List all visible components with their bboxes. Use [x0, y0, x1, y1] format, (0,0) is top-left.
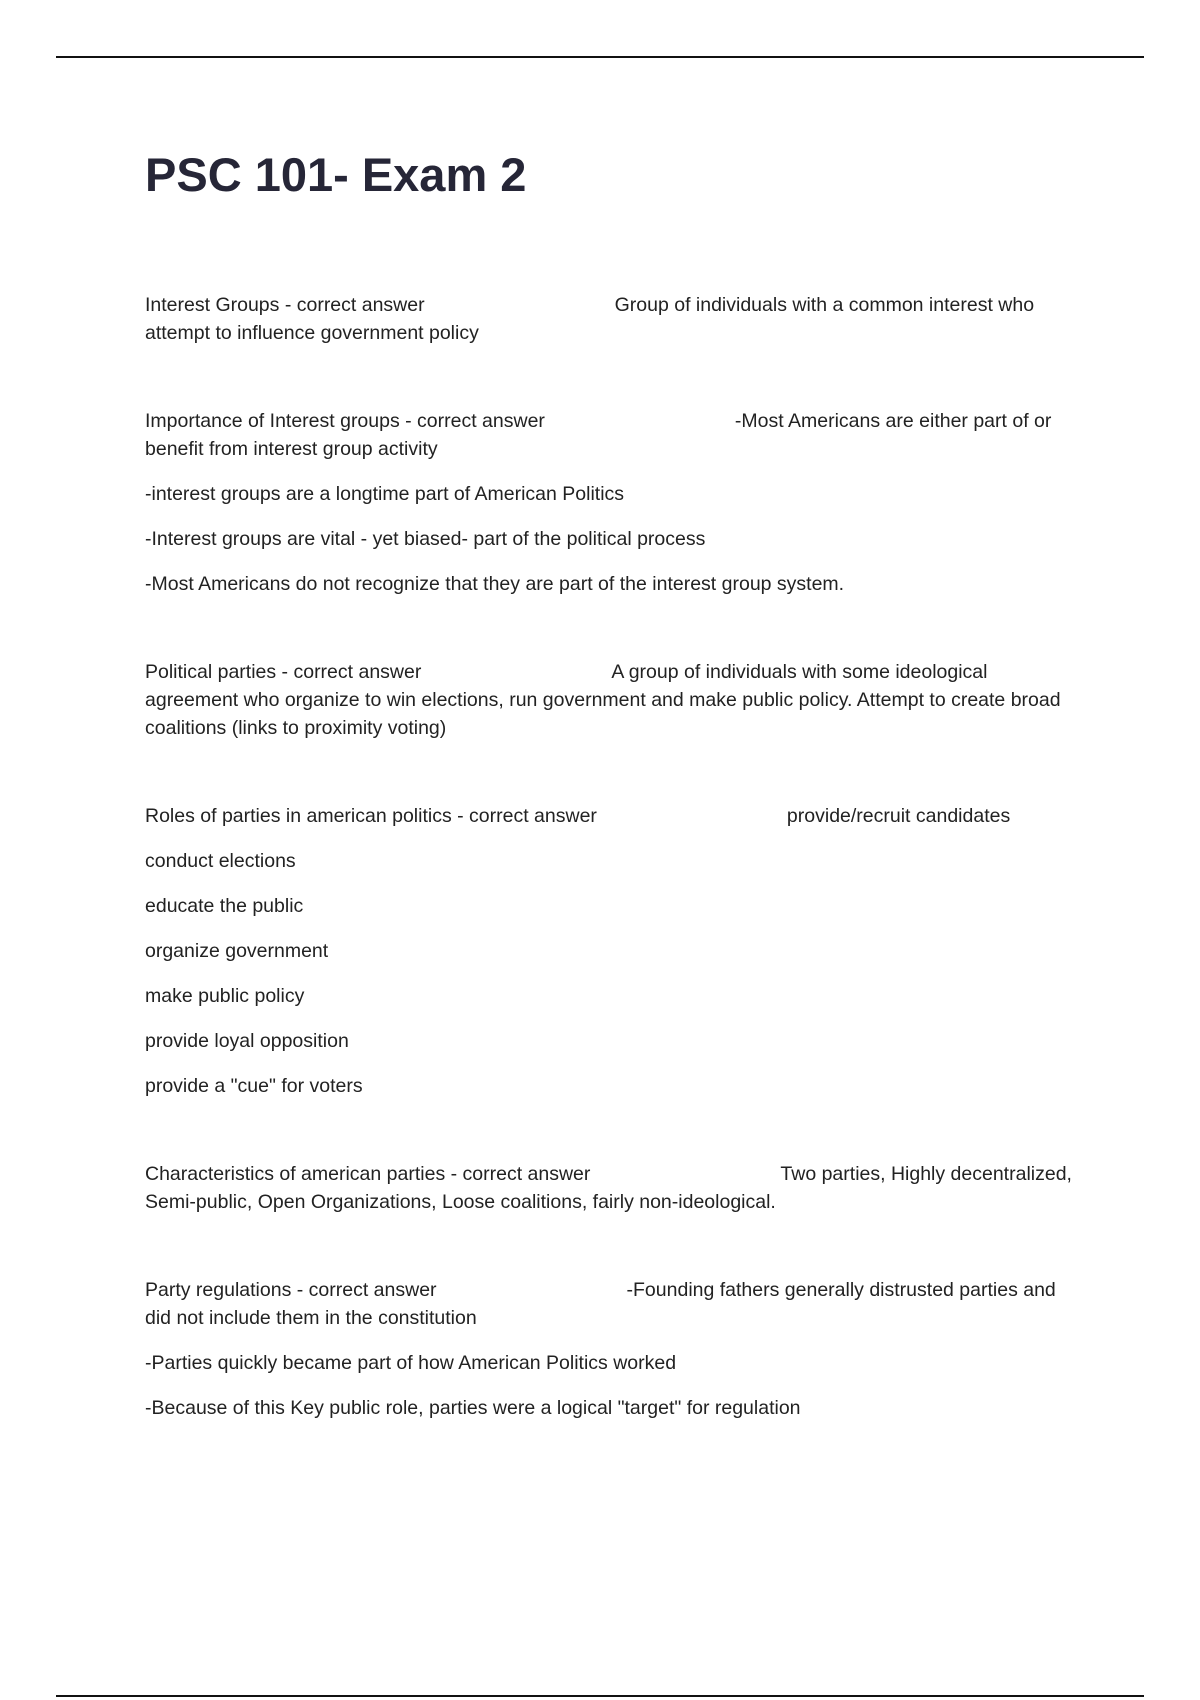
flashcard-entry — [145, 1160, 1075, 1216]
flashcard-extra-line: -interest groups are a longtime part of American Politics — [145, 483, 625, 505]
flashcard-extra-line: provide a "cue" for voters — [145, 1075, 363, 1097]
footer-rule — [56, 1695, 1144, 1697]
flashcard-extra-line: -Because of this Key public role, parties were a logical "target" for regulation — [145, 1397, 801, 1419]
flashcard-extra-line: provide loyal opposition — [145, 1030, 349, 1052]
flashcard-entry — [145, 291, 1075, 347]
flashcard-entry — [145, 1276, 1075, 1422]
flashcard-term: Importance of Interest groups - correct answer — [145, 410, 545, 432]
flashcard-definition: Two parties, Highly decentralized, Semi-public, Open Organizations, Loose coalitions, fairly non-ideological. — [145, 1163, 1072, 1213]
flashcard-text — [145, 658, 1075, 742]
flashcard-text — [145, 802, 1075, 830]
header-rule — [56, 56, 1144, 58]
flashcard-extra-line: conduct elections — [145, 850, 296, 872]
flashcard-extra-line: -Parties quickly became part of how American Politics worked — [145, 1352, 677, 1374]
flashcard-entry — [145, 658, 1075, 742]
flashcard-term: Characteristics of american parties - correct answer — [145, 1163, 591, 1185]
flashcard-extra-line: educate the public — [145, 895, 304, 917]
document-title: PSC 101- Exam 2 — [145, 148, 527, 201]
flashcard-definition: -Most Americans are either part of or benefit from interest group activity — [145, 410, 1052, 460]
flashcard-definition: A group of individuals with some ideological agreement who organize to win elections, run government and make public policy. Attempt to create broad coalitions (links to proximity voting) — [145, 661, 1061, 739]
flashcard-entry — [145, 407, 1075, 598]
flashcard-list — [145, 291, 1075, 1482]
flashcard-text — [145, 291, 1075, 347]
flashcard-text — [145, 407, 1075, 463]
flashcard-term: Interest Groups - correct answer — [145, 294, 425, 316]
flashcard-definition: Group of individuals with a common interest who attempt to influence government policy — [145, 294, 1035, 344]
flashcard-extra-line: -Most Americans do not recognize that they are part of the interest group system. — [145, 573, 845, 595]
flashcard-text — [145, 1276, 1075, 1332]
flashcard-term: Political parties - correct answer — [145, 661, 422, 683]
flashcard-term: Party regulations - correct answer — [145, 1279, 437, 1301]
flashcard-term: Roles of parties in american politics - correct answer — [145, 805, 597, 827]
flashcard-entry — [145, 802, 1075, 1100]
flashcard-definition: -Founding fathers generally distrusted parties and did not include them in the constitution — [145, 1279, 1056, 1329]
flashcard-extra-line: make public policy — [145, 985, 305, 1007]
flashcard-definition: provide/recruit candidates — [786, 805, 1011, 827]
flashcard-extra-line: -Interest groups are vital - yet biased- part of the political process — [145, 528, 706, 550]
flashcard-extra-line: organize government — [145, 940, 329, 962]
flashcard-text — [145, 1160, 1075, 1216]
